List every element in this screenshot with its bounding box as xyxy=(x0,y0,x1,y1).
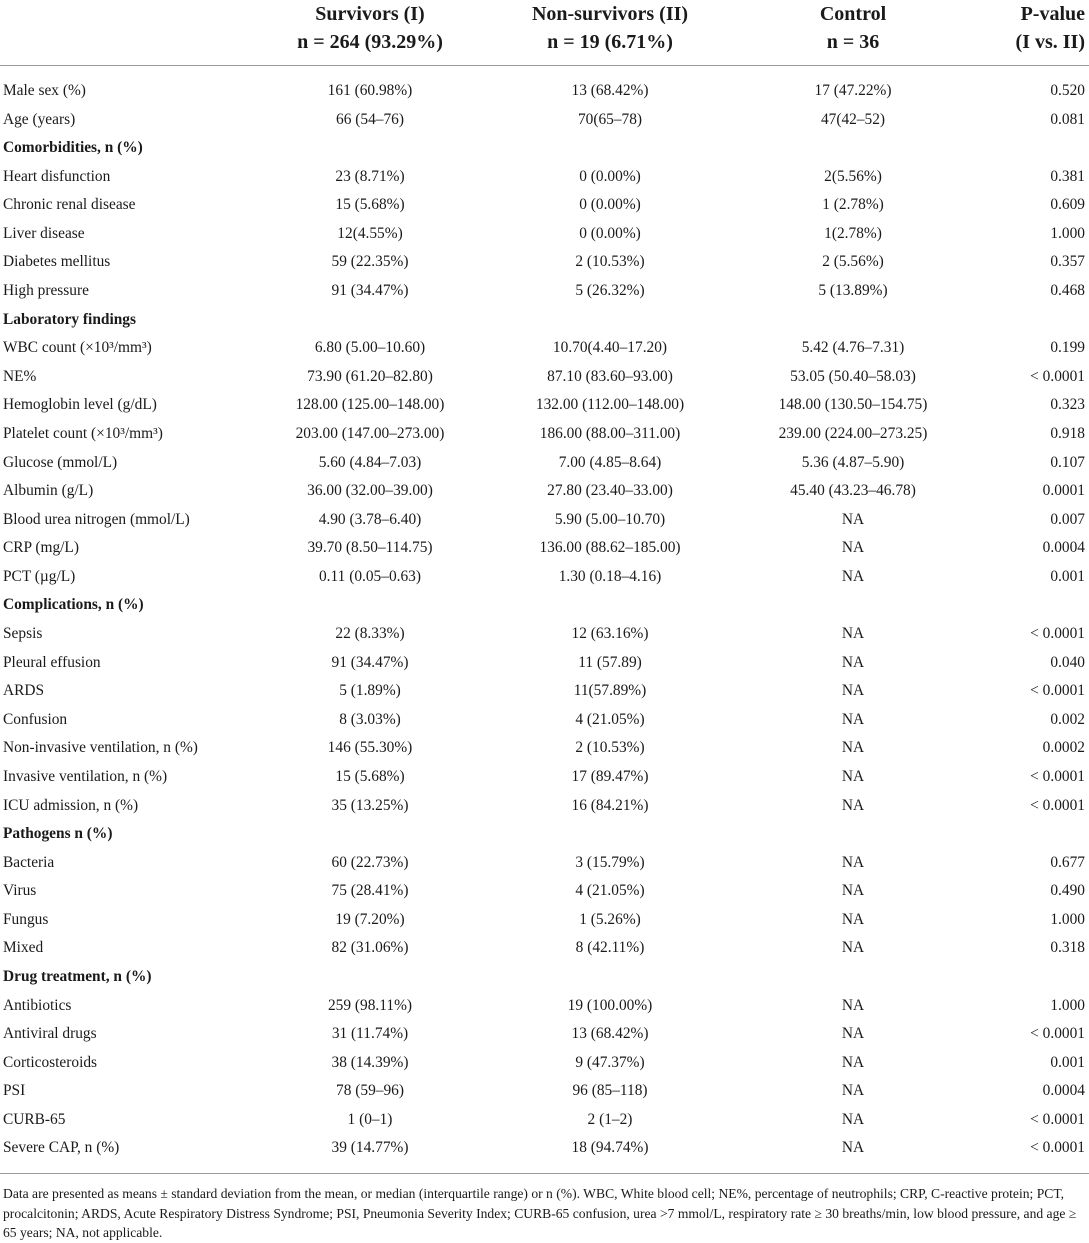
non-survivors-cell: 2 (10.53%) xyxy=(575,739,645,757)
row-label: Confusion xyxy=(3,710,68,728)
row-label: CURB-65 xyxy=(3,1110,66,1128)
table-row xyxy=(0,163,1089,192)
table-row xyxy=(0,620,1089,649)
non-survivors-cell: 7.00 (4.85–8.64) xyxy=(558,453,662,471)
table-row xyxy=(0,534,1089,563)
non-survivors-cell: 0 (0.00%) xyxy=(579,196,641,214)
survivors-cell: 259 (98.11%) xyxy=(327,996,413,1014)
table-row xyxy=(0,1134,1089,1163)
control-cell: 2(5.56%) xyxy=(824,167,882,185)
control-cell: NA xyxy=(841,1139,865,1157)
non-survivors-cell: 11(57.89%) xyxy=(573,682,647,700)
table-row xyxy=(0,677,1089,706)
survivors-cell: 39 (14.77%) xyxy=(331,1139,409,1157)
control-cell: NA xyxy=(841,910,865,928)
p-value-cell: 0.007 xyxy=(1050,510,1085,528)
row-label: Glucose (mmol/L) xyxy=(3,453,118,471)
p-value-cell: 0.468 xyxy=(1050,282,1085,300)
table-row xyxy=(0,906,1089,935)
table-row xyxy=(0,734,1089,763)
survivors-cell: 6.80 (5.00–10.60) xyxy=(314,339,426,357)
p-value-cell: 0.318 xyxy=(1050,939,1085,957)
non-survivors-cell: 96 (85–118) xyxy=(572,1082,648,1100)
control-cell: NA xyxy=(841,1082,865,1100)
survivors-cell: 5 (1.89%) xyxy=(339,682,401,700)
table-row xyxy=(0,477,1089,506)
p-value-cell: 0.357 xyxy=(1050,253,1085,271)
p-value-cell: 0.001 xyxy=(1050,1053,1085,1071)
non-survivors-cell: 4 (21.05%) xyxy=(575,710,645,728)
control-cell: NA xyxy=(841,767,865,785)
table-row xyxy=(0,449,1089,478)
control-cell: 45.40 (43.23–46.78) xyxy=(790,482,916,500)
survivors-cell: 203.00 (147.00–273.00) xyxy=(295,424,445,442)
control-cell: NA xyxy=(841,1025,865,1043)
control-cell: NA xyxy=(841,739,865,757)
row-label: WBC count (×10³/mm³) xyxy=(3,339,152,357)
header-survivors-n: n = 264 (93.29%) xyxy=(297,31,443,53)
footer-divider xyxy=(0,1173,1089,1174)
p-value-cell: < 0.0001 xyxy=(1030,1110,1085,1128)
non-survivors-cell: 87.10 (83.60–93.00) xyxy=(547,367,673,385)
non-survivors-cell: 70(65–78) xyxy=(577,110,643,128)
control-cell: NA xyxy=(841,1110,865,1128)
survivors-cell: 15 (5.68%) xyxy=(335,196,405,214)
control-cell: 5.42 (4.76–7.31) xyxy=(801,339,905,357)
p-value-cell: 0.918 xyxy=(1050,424,1085,442)
non-survivors-cell: 132.00 (112.00–148.00) xyxy=(535,396,685,414)
table-row xyxy=(0,77,1089,106)
row-label: Mixed xyxy=(3,939,44,957)
non-survivors-cell: 8 (42.11%) xyxy=(575,939,645,957)
survivors-cell: 91 (34.47%) xyxy=(331,282,409,300)
p-value-cell: < 0.0001 xyxy=(1030,1139,1085,1157)
table-row xyxy=(0,1020,1089,1049)
section-label: Comorbidities, n (%) xyxy=(3,139,143,157)
table-row xyxy=(0,506,1089,535)
header-survivors-title: Survivors (I) xyxy=(315,3,425,25)
section-header-row xyxy=(0,591,1089,620)
non-survivors-cell: 2 (10.53%) xyxy=(575,253,645,271)
non-survivors-cell: 2 (1–2) xyxy=(587,1110,633,1128)
row-label: Virus xyxy=(3,882,37,900)
non-survivors-cell: 13 (68.42%) xyxy=(571,1025,649,1043)
section-label: Complications, n (%) xyxy=(3,596,144,614)
row-label: Albumin (g/L) xyxy=(3,482,94,500)
row-label: Diabetes mellitus xyxy=(3,253,111,271)
row-label: Sepsis xyxy=(3,625,43,643)
control-cell: NA xyxy=(841,567,865,585)
p-value-cell: < 0.0001 xyxy=(1030,682,1085,700)
row-label: Bacteria xyxy=(3,853,55,871)
non-survivors-cell: 19 (100.00%) xyxy=(567,996,653,1014)
non-survivors-cell: 9 (47.37%) xyxy=(575,1053,645,1071)
table-row xyxy=(0,877,1089,906)
survivors-cell: 0.11 (0.05–0.63) xyxy=(318,567,422,585)
survivors-cell: 38 (14.39%) xyxy=(331,1053,409,1071)
row-label: ICU admission, n (%) xyxy=(3,796,139,814)
table-row xyxy=(0,649,1089,678)
row-label: ARDS xyxy=(3,682,45,700)
non-survivors-cell: 18 (94.74%) xyxy=(571,1139,649,1157)
p-value-cell: 1.000 xyxy=(1050,910,1085,928)
control-cell: 17 (47.22%) xyxy=(814,82,892,99)
survivors-cell: 39.70 (8.50–114.75) xyxy=(307,539,433,557)
table-row xyxy=(0,563,1089,592)
control-cell: 148.00 (130.50–154.75) xyxy=(778,396,928,414)
p-value-cell: < 0.0001 xyxy=(1030,367,1085,385)
non-survivors-cell: 11 (57.89) xyxy=(578,653,642,671)
control-cell: NA xyxy=(841,853,865,871)
table-footnote: Data are presented as means ± standard deviation from the mean, or median (interquartile range) or n (%). WBC, White blood cell; NE%, percentage of neutrophils; CRP, C-reactive protein; PCT, procalcitonin; ARDS, Acute Respiratory Distress Syndrome; PSI, Pneumonia Severity Index; CURB-65 confusion, urea >7 mmol/L, respiratory rate ≥ 30 breaths/min, low blood pressure, and age ≥ 65 years; NA, not applicable. xyxy=(3,1186,1077,1240)
header-divider xyxy=(0,65,1089,66)
table-row xyxy=(0,1049,1089,1078)
section-label: Drug treatment, n (%) xyxy=(3,967,152,985)
p-value-cell: 0.520 xyxy=(1050,82,1085,99)
row-label: Corticosteroids xyxy=(3,1053,98,1071)
table-row xyxy=(0,248,1089,277)
survivors-cell: 31 (11.74%) xyxy=(331,1025,409,1043)
p-value-cell: 1.000 xyxy=(1050,996,1085,1014)
header-control xyxy=(728,0,978,56)
section-header-row xyxy=(0,134,1089,163)
table-row xyxy=(0,849,1089,878)
p-value-cell: 0.002 xyxy=(1050,710,1085,728)
non-survivors-cell: 1 (5.26%) xyxy=(579,910,641,928)
row-label: Antiviral drugs xyxy=(3,1025,97,1043)
table-row xyxy=(0,792,1089,821)
control-cell: NA xyxy=(841,939,865,957)
table-row xyxy=(0,363,1089,392)
p-value-cell: 0.0002 xyxy=(1042,739,1085,757)
survivors-cell: 161 (60.98%) xyxy=(327,82,413,99)
row-label: High pressure xyxy=(3,282,89,300)
row-label: Invasive ventilation, n (%) xyxy=(3,767,168,785)
survivors-cell: 91 (34.47%) xyxy=(331,653,409,671)
survivors-cell: 35 (13.25%) xyxy=(331,796,409,814)
non-survivors-cell: 27.80 (23.40–33.00) xyxy=(547,482,673,500)
section-header-row xyxy=(0,306,1089,335)
row-label: Liver disease xyxy=(3,224,85,242)
p-value-cell: < 0.0001 xyxy=(1030,767,1085,785)
table-row xyxy=(0,191,1089,220)
control-cell: 1 (2.78%) xyxy=(822,196,884,214)
survivors-cell: 22 (8.33%) xyxy=(335,625,405,643)
p-value-cell: 0.0004 xyxy=(1042,1082,1085,1100)
survivors-cell: 60 (22.73%) xyxy=(331,853,409,871)
table-row xyxy=(0,277,1089,306)
non-survivors-cell: 10.70(4.40–17.20) xyxy=(552,339,668,357)
survivors-cell: 8 (3.03%) xyxy=(339,710,401,728)
control-cell: NA xyxy=(841,653,865,671)
control-cell: 5 (13.89%) xyxy=(818,282,888,300)
p-value-cell: 0.677 xyxy=(1050,853,1085,871)
row-label: CRP (mg/L) xyxy=(3,539,79,557)
p-value-cell: 0.199 xyxy=(1050,339,1085,357)
control-cell: NA xyxy=(841,539,865,557)
non-survivors-cell: 16 (84.21%) xyxy=(571,796,649,814)
row-label: Chronic renal disease xyxy=(3,196,136,214)
survivors-cell: 1 (0–1) xyxy=(347,1110,393,1128)
non-survivors-cell: 3 (15.79%) xyxy=(575,853,645,871)
p-value-cell: 0.323 xyxy=(1050,396,1085,414)
p-value-cell: 0.490 xyxy=(1050,882,1085,900)
row-label: Age (years) xyxy=(3,110,76,128)
row-label: Male sex (%) xyxy=(3,82,86,99)
survivors-cell: 5.60 (4.84–7.03) xyxy=(318,453,422,471)
control-cell: NA xyxy=(841,996,865,1014)
section-label: Pathogens n (%) xyxy=(3,825,113,843)
header-p-value-title: P-value xyxy=(1020,3,1085,25)
survivors-cell: 19 (7.20%) xyxy=(335,910,405,928)
non-survivors-cell: 5.90 (5.00–10.70) xyxy=(554,510,666,528)
row-label: Blood urea nitrogen (mmol/L) xyxy=(3,510,190,528)
survivors-cell: 146 (55.30%) xyxy=(327,739,413,757)
control-cell: NA xyxy=(841,710,865,728)
survivors-cell: 4.90 (3.78–6.40) xyxy=(318,510,422,528)
non-survivors-cell: 0 (0.00%) xyxy=(579,167,641,185)
survivors-cell: 23 (8.71%) xyxy=(335,167,405,185)
survivors-cell: 73.90 (61.20–82.80) xyxy=(307,367,433,385)
table-row xyxy=(0,334,1089,363)
row-label: Heart disfunction xyxy=(3,167,111,185)
p-value-cell: < 0.0001 xyxy=(1030,1025,1085,1043)
row-label: PSI xyxy=(3,1082,26,1100)
header-survivors xyxy=(245,0,495,56)
p-value-cell: 1.000 xyxy=(1050,224,1085,242)
table-row xyxy=(0,391,1089,420)
control-cell: 239.00 (224.00–273.25) xyxy=(778,424,928,442)
control-cell: 2 (5.56%) xyxy=(822,253,884,271)
survivors-cell: 66 (54–76) xyxy=(336,110,404,128)
table-row xyxy=(0,706,1089,735)
header-non-survivors-n: n = 19 (6.71%) xyxy=(547,31,673,53)
control-cell: 53.05 (50.40–58.03) xyxy=(790,367,916,385)
table-row xyxy=(0,934,1089,963)
p-value-cell: 0.381 xyxy=(1050,167,1085,185)
table-row xyxy=(0,1077,1089,1106)
control-cell: NA xyxy=(841,510,865,528)
header-control-title: Control xyxy=(819,3,887,25)
table-row xyxy=(0,106,1089,135)
survivors-cell: 36.00 (32.00–39.00) xyxy=(307,482,433,500)
table-row xyxy=(0,420,1089,449)
control-cell: NA xyxy=(841,1053,865,1071)
control-cell: 47(42–52) xyxy=(820,110,886,128)
non-survivors-cell: 13 (68.42%) xyxy=(571,82,649,99)
section-label: Laboratory findings xyxy=(3,310,136,328)
table-row xyxy=(0,220,1089,249)
non-survivors-cell: 0 (0.00%) xyxy=(579,224,641,242)
survivors-cell: 75 (28.41%) xyxy=(331,882,409,900)
survivors-cell: 128.00 (125.00–148.00) xyxy=(295,396,445,414)
non-survivors-cell: 5 (26.32%) xyxy=(575,282,645,300)
header-non-survivors-title: Non-survivors (II) xyxy=(531,3,689,25)
non-survivors-cell: 1.30 (0.18–4.16) xyxy=(558,567,662,585)
table-row xyxy=(0,1106,1089,1135)
header-control-n: n = 36 xyxy=(826,31,880,53)
p-value-cell: 0.107 xyxy=(1050,453,1085,471)
p-value-cell: 0.0001 xyxy=(1042,482,1085,500)
row-label: Hemoglobin level (g/dL) xyxy=(3,396,157,414)
control-cell: 1(2.78%) xyxy=(824,224,882,242)
table-header xyxy=(0,0,1089,68)
p-value-cell: 0.001 xyxy=(1050,567,1085,585)
control-cell: NA xyxy=(841,625,865,643)
non-survivors-cell: 4 (21.05%) xyxy=(575,882,645,900)
row-label: Platelet count (×10³/mm³) xyxy=(3,424,163,442)
p-value-cell: 0.609 xyxy=(1050,196,1085,214)
table-row xyxy=(0,763,1089,792)
p-value-cell: 0.0004 xyxy=(1042,539,1085,557)
row-label: PCT (µg/L) xyxy=(3,567,76,585)
p-value-cell: 0.040 xyxy=(1050,653,1085,671)
table-row xyxy=(0,992,1089,1021)
header-non-survivors xyxy=(485,0,735,56)
p-value-cell: < 0.0001 xyxy=(1030,796,1085,814)
control-cell: NA xyxy=(841,882,865,900)
control-cell: NA xyxy=(841,682,865,700)
section-header-row xyxy=(0,820,1089,849)
row-label: Severe CAP, n (%) xyxy=(3,1139,120,1157)
survivors-cell: 59 (22.35%) xyxy=(331,253,409,271)
non-survivors-cell: 17 (89.47%) xyxy=(571,767,649,785)
non-survivors-cell: 186.00 (88.00–311.00) xyxy=(539,424,681,442)
survivors-cell: 82 (31.06%) xyxy=(331,939,409,957)
header-p-value-sub: (I vs. II) xyxy=(1015,31,1085,53)
header-p-value xyxy=(980,0,1085,56)
non-survivors-cell: 12 (63.16%) xyxy=(571,625,649,643)
row-label: NE% xyxy=(3,367,37,385)
control-cell: NA xyxy=(841,796,865,814)
section-header-row xyxy=(0,963,1089,992)
survivors-cell: 12(4.55%) xyxy=(337,224,403,242)
row-label: Non-invasive ventilation, n (%) xyxy=(3,739,198,757)
p-value-cell: 0.081 xyxy=(1050,110,1085,128)
row-label: Antibiotics xyxy=(3,996,72,1014)
survivors-cell: 78 (59–96) xyxy=(336,1082,404,1100)
survivors-cell: 15 (5.68%) xyxy=(335,767,405,785)
control-cell: 5.36 (4.87–5.90) xyxy=(801,453,905,471)
p-value-cell: < 0.0001 xyxy=(1030,625,1085,643)
row-label: Fungus xyxy=(3,910,49,928)
non-survivors-cell: 136.00 (88.62–185.00) xyxy=(539,539,681,557)
row-label: Pleural effusion xyxy=(3,653,101,671)
